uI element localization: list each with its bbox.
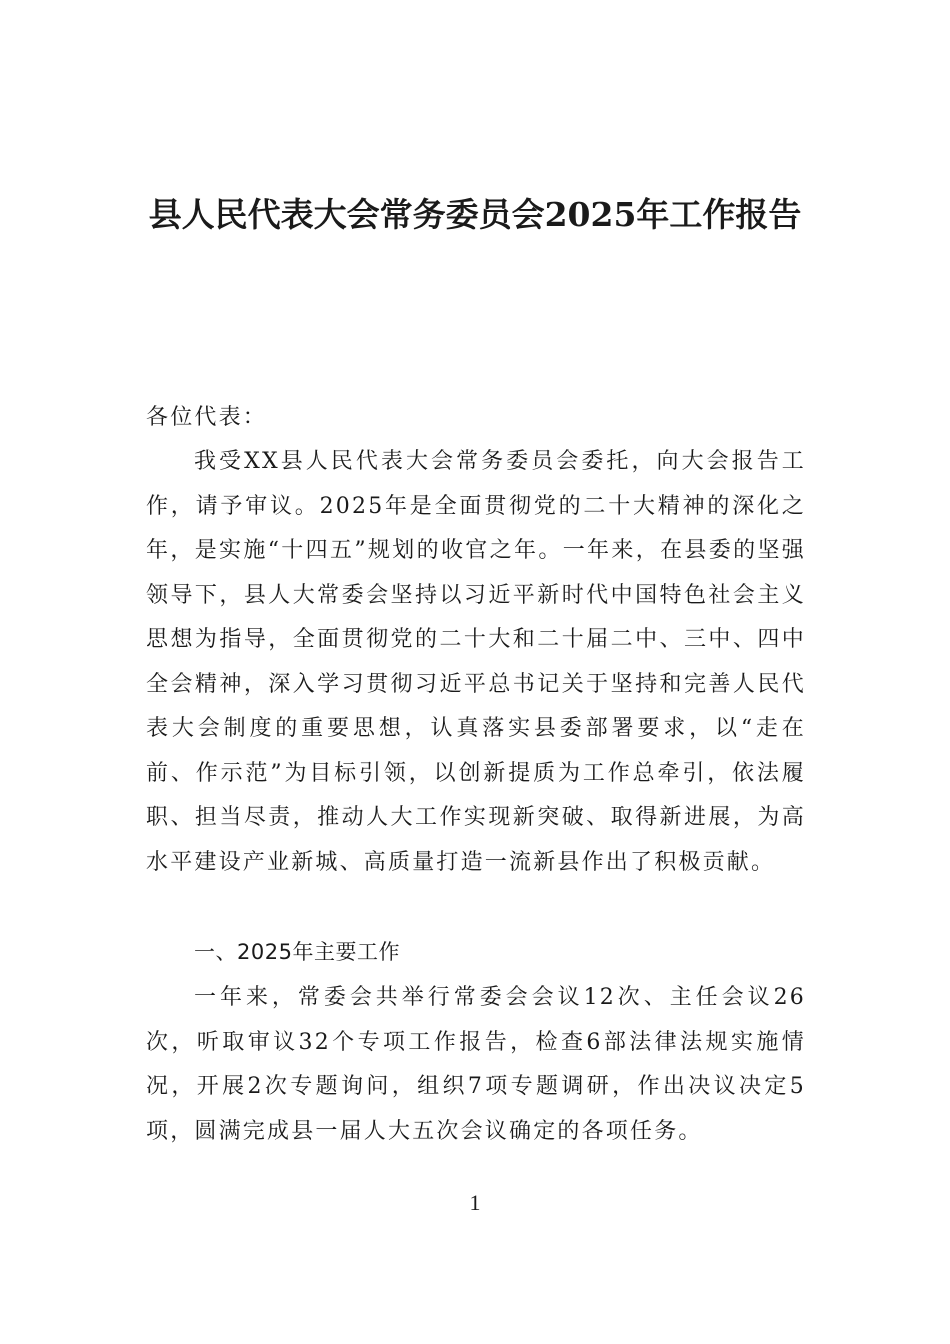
salutation: 各位代表： [146,405,268,430]
paragraph-summary: 一年来，常委会共举行常委会会议12次、主任会议26次，听取审议32个专项工作报告，检查6部法律法规实施情况，开展2次专题询问，组织7项专题调研，作出决议决定5项，圆满完成县一届人大五次会议确定的各项任务。 [146,985,806,1144]
section-heading: 一、2025年主要工作 [194,940,400,964]
document-title: 县人民代表大会常务委员会2025年工作报告 [148,195,802,234]
paragraph-intro: 我受XX县人民代表大会常务委员会委托，向大会报告工作，请予审议。2025年是全面贯彻党的二十大精神的深化之年，是实施“十四五”规划的收官之年。一年来，在县委的坚强领导下，县人大常委会坚持以习近平新时代中国特色社会主义思想为指导，全面贯彻党的二十大和二十届二中、三中、四中全会精神，深入学习贯彻习近平总书记关于坚持和完善人民代表大会制度的重要思想，认真落实县委部署要求，以“走在前、作示范”为目标引领，以创新提质为工作总牵引，依法履职、担当尽责，推动人大工作实现新突破、取得新进展，为高水平建设产业新城、高质量打造一流新县作出了积极贡献。 [146,449,806,875]
page-number: 1 [469,1190,481,1215]
